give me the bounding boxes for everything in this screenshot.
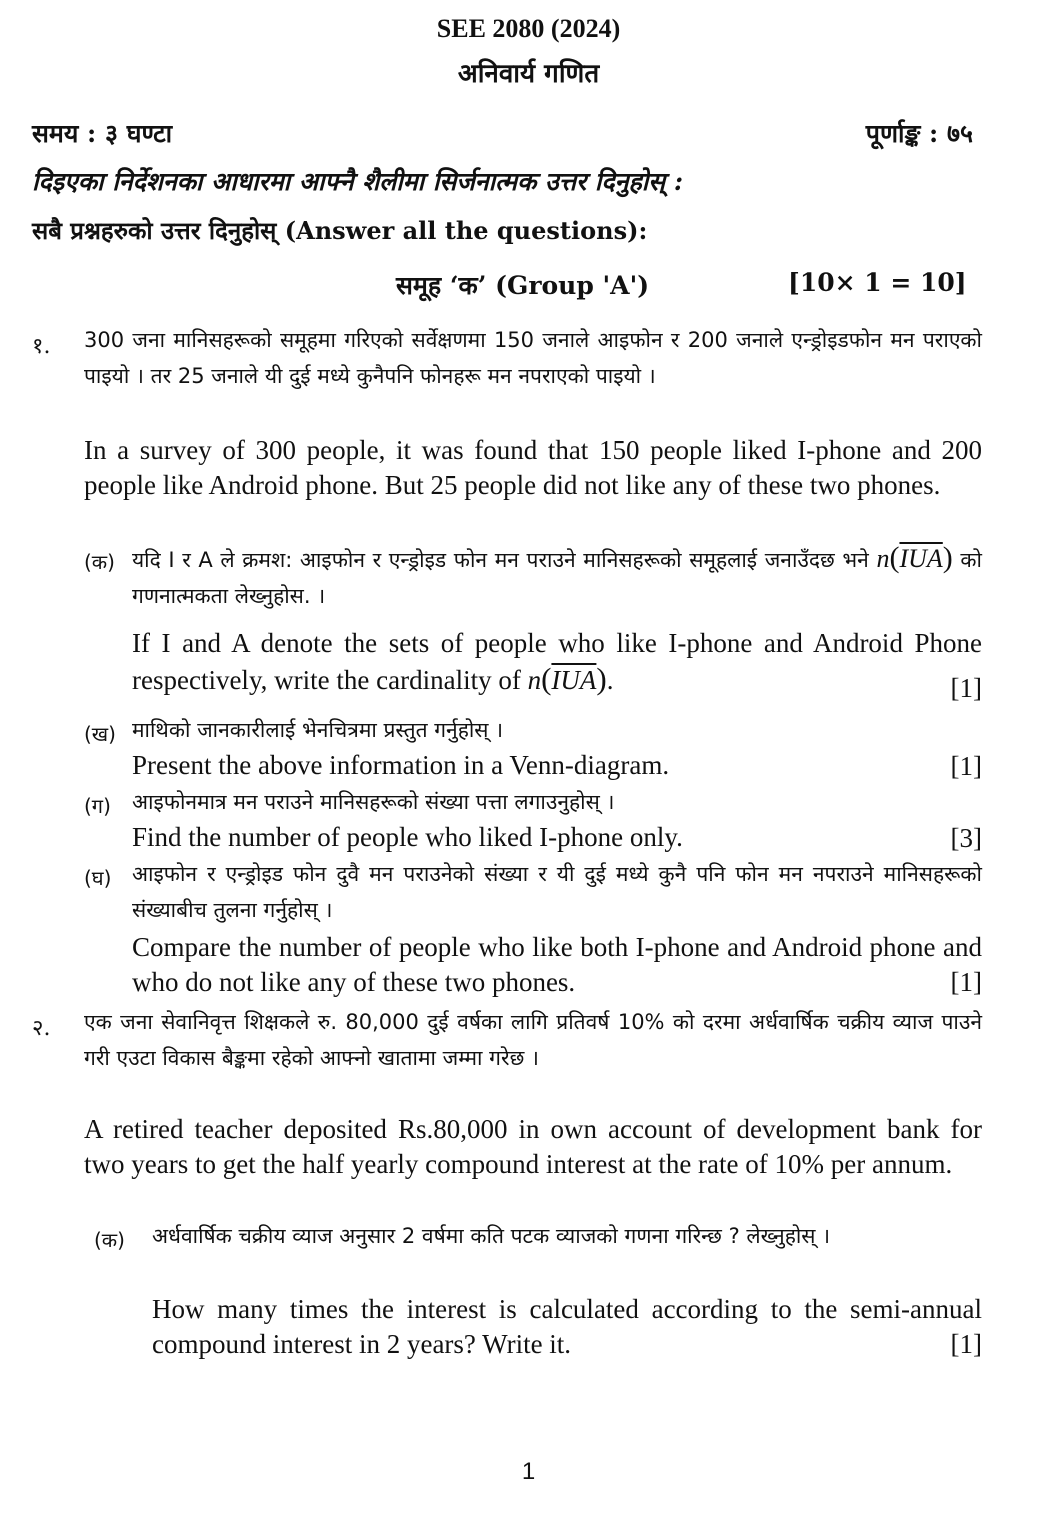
cardinality-n: n (527, 665, 542, 695)
set-union-complement: $\overline{IUA}$ (551, 665, 597, 695)
subquestion-label: (क) (94, 1228, 125, 1252)
q1-english-text: In a survey of 300 people, it was found that 150 people liked I-phone and 200 people like Android phone. But 25 people did not like any of these two phones. (84, 435, 982, 500)
page-number: 1 (521, 1458, 536, 1485)
subject-title: अनिवार्य गणित (457, 59, 600, 89)
q1c-english-text (132, 820, 982, 856)
time-label: समय : ३ घण्टा (32, 119, 173, 148)
marks-label: [1] (950, 967, 982, 997)
cardinality-n: n (876, 544, 890, 573)
full-marks-label: पूर्णाङ्क : ७५ (865, 119, 973, 148)
q2-nepali-text: एक जना सेवानिवृत्त शिक्षकले रु. 80,000 दुई वर्षका लागि प्रतिवर्ष 10% को दरमा अर्धवार्षिक चक्रीय व्याज पाउने गरी एउटा विकास बैङ्कमा रहेको आफ्नो खातामा जम्मा गरेछ । (84, 1010, 982, 1070)
answer-all-text: सबै प्रश्नहरुको उत्तर दिनुहोस् (Answer all the questions): (32, 216, 648, 245)
q1a-nepali-part2: को गणनात्मकता लेख्नुहोस. । (132, 548, 982, 608)
subquestion-label: (क) (84, 550, 115, 574)
q1c-nepali-text: आइफोनमात्र मन पराउने मानिसहरूको संख्या पत्ता लगाउनुहोस् । (132, 790, 615, 814)
q1b-english-text (132, 748, 982, 784)
q1a-nepali-part1: यदि I र A ले क्रमश: आइफोन र एन्ड्रोइड फोन मन पराउने मानिसहरूको समूहलाई जनाउँदछ भने (132, 548, 869, 572)
question-number: २. (32, 1016, 51, 1041)
marks-label: [1] (950, 1329, 982, 1359)
q1d-nepali-text: आइफोन र एन्ड्रोइड फोन दुवै मन पराउनेको संख्या र यी दुई मध्ये कुनै पनि फोन मन नपराउने मानिसहरूको संख्याबीच तुलना गर्नुहोस् । (132, 862, 982, 922)
subquestion-label: (ख) (84, 722, 116, 746)
q1b-english-line: Present the above information in a Venn-diagram. (132, 750, 670, 780)
subquestion-label: (घ) (84, 866, 112, 890)
q1-nepali-text: 300 जना मानिसहरूको समूहमा गरिएको सर्वेक्षणमा 150 जनाले आइफोन र 200 जनाले एन्ड्रोइडफोन मन पराएको पाइयो । तर 25 जनाले यी दुई मध्ये कुनैपनि फोनहरू मन नपराएको पाइयो । (84, 328, 982, 388)
q1b-nepali-text: माथिको जानकारीलाई भेनचित्रमा प्रस्तुत गर्नुहोस् । (132, 718, 504, 742)
q1a-english-text: If I and A denote the sets of people who like I-phone and Android Phone respectively, write the cardinality of $n(\overline{IUA})$. [1] (132, 626, 982, 706)
period: . (606, 665, 614, 695)
q1d-english-text (132, 930, 982, 1000)
q2-english-text: A retired teacher deposited Rs.80,000 in own account of development bank for two years to get the half yearly compound interest at the rate of 10% per annum. (84, 1114, 982, 1179)
q2a-nepali-text: अर्धवार्षिक चक्रीय व्याज अनुसार 2 वर्षमा कति पटक व्याजको गणना गरिन्छ ? लेख्नुहोस् । (152, 1224, 831, 1248)
q1a-english-part1: If I and A denote the sets of people who like I-phone and Android Phone respectively, write the cardinality of (132, 628, 982, 695)
subquestion-label: (ग) (84, 794, 111, 818)
question-number: १. (32, 334, 51, 359)
instruction-text: दिइएका निर्देशनका आधारमा आफ्नै शैलीमा सिर्जनात्मक उत्तर दिनुहोस् : (32, 167, 684, 196)
group-marks: [10× 1 = 10] (788, 268, 967, 297)
exam-title: SEE 2080 (2024) (436, 14, 621, 43)
q1c-english-line: Find the number of people who liked I-phone only. (132, 822, 683, 852)
q2a-english-line: How many times the interest is calculated according to the semi-annual compound interest in 2 years? Write it. (152, 1294, 982, 1359)
q2a-english-text (152, 1292, 982, 1362)
q1a-nepali-text: यदि I र A ले क्रमश: आइफोन र एन्ड्रोइड फोन मन पराउने मानिसहरूको समूहलाई जनाउँदछ भने $n(\overline{IUA})$ को गणनात्मकता लेख्नुहोस. । (132, 541, 982, 608)
marks-label: [1] (950, 673, 982, 703)
marks-label: [1] (950, 751, 982, 781)
group-heading: समूह ‘क’ (Group 'A') (396, 271, 650, 300)
set-union-complement: $\overline{IUA}$ (899, 544, 943, 573)
marks-label: [3] (950, 823, 982, 853)
q1d-english-line: Compare the number of people who like both I-phone and Android phone and who do not like any of these two phones. (132, 932, 982, 997)
